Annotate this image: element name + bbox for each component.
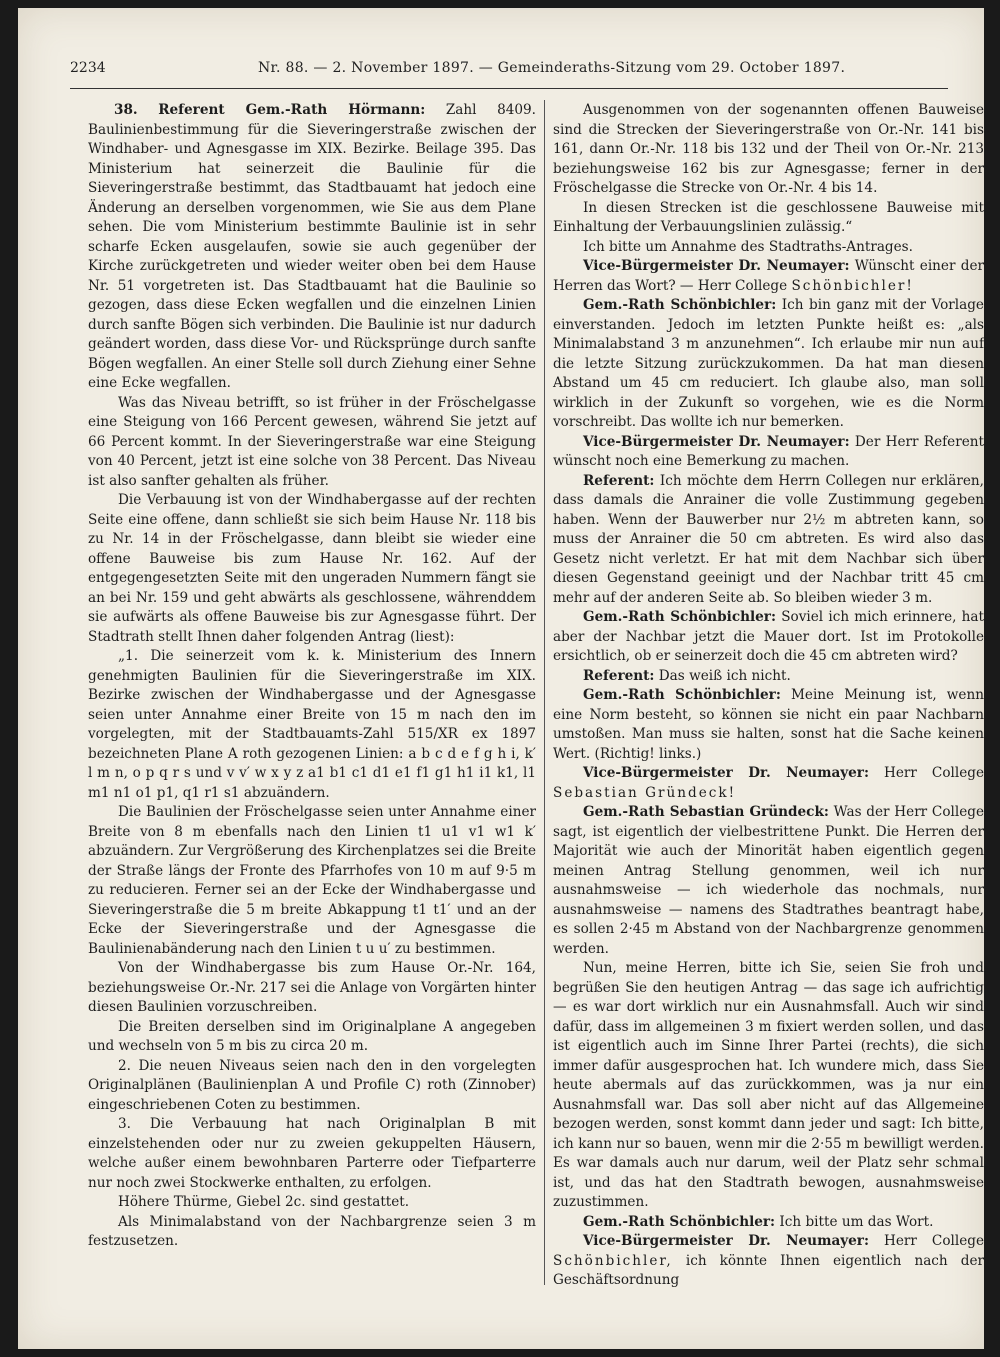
agenda-item-38 (88, 101, 536, 394)
paragraph: Höhere Thürme, Giebel 2c. sind gestattet. (118, 1194, 410, 1210)
paragraph: Die Verbauung ist von der Windhabergasse auf der rechten Seite eine offene, dann schließt sie sich beim Hause Nr. 118 bis zu Nr. 14 in der Fröschelgasse, dann bleibt sie wieder eine offene Bauweise bis zum Hause Nr. 162. Auf der entgegengesetzten Seite mit den ungeraden Nummern fängt sie an bei Nr. 159 und geht abwärts als geschlossene, währenddem sie aufwärts als offene Bauweise bis zur Agnesgasse führt. Der Stadtrath stellt Ihnen daher folgenden Antrag (liest): (88, 492, 536, 645)
speech-text: Herr College (884, 1233, 984, 1249)
speech-text: Zahl 8409. Baulinienbestimmung für die Sieveringerstraße zwischen der Windhaber- und Agnesgasse im XIX. Bezirke. Beilage 395. Das Ministerium hat seinerzeit die Baulinie für die Sieveringerstraße bestimmt, das Stadtbauamt hat jedoch eine Änderung an derselben vorgenommen, wie Sie aus dem Plane sehen. Die vom Ministerium bestimmte Baulinie ist in sehr scharfe Ecken ausgelaufen, sowie sie auch gegenüber der Kirche zurückgetreten und wieder weiter oben bei dem Hause Nr. 51 vorgetreten ist. Das Stadtbauamt hat die Baulinie so gezogen, dass diese Ecken wegfallen und die einzelnen Linien durch sanfte Bögen sich verbinden. Die Baulinie ist nur dadurch geändert worden, dass diese Vor- und Rücksprünge durch sanfte Bögen wegfallen. An einer Stelle soll durch Ziehung einer Sehne eine Ecke wegfallen. (88, 102, 537, 391)
speaker-label: Referent Gem.-Rath Hörmann: (158, 102, 426, 118)
speaker-label: Referent: (583, 667, 655, 684)
person-name: Schönbichler! (791, 277, 914, 294)
speaker-label: Gem.-Rath Schönbichler: (583, 297, 777, 313)
person-name: Sebastian Gründeck! (553, 784, 737, 801)
speech-text: Der Herr Referent wünscht noch eine Bemerkung zu machen. (553, 433, 984, 469)
paragraph: Die Breiten derselben sind im Originalplane A angegeben und wechseln von 5 m bis zu circa 20 m. (88, 1018, 536, 1054)
speaker-label: Vice-Bürgermeister Dr. Neumayer: (583, 1233, 869, 1249)
paragraph: Als Minimalabstand von der Nachbargrenze seien 3 m festzusetzen. (88, 1213, 536, 1249)
speech-text: Meine Meinung ist, wenn eine Norm besteht, so können sie nicht ein paar Nachbarn umstoßen. Man muss sie halten, sonst hat die Sache keinen Wert. (Richtig! links.) (553, 687, 984, 762)
speech-text: Ich möchte dem Herrn Collegen nur erklären, dass damals die Anrainer die volle Zustimmung gegeben haben. Wenn der Bauwerber nur 2½ m abtreten kann, so muss der Anrainer die 50 cm abtreten. Es wird also das Gesetz nicht verletzt. Er hat mit dem Nachbar sich über diesen Gegenstand geeinigt und der Nachbar tritt 45 cm mehr auf der anderen Seite ab. So bleiben wieder 3 m. (553, 472, 984, 606)
item-number: 38. (114, 102, 138, 118)
speech (553, 686, 984, 764)
speaker-label: Gem.-Rath Sebastian Gründeck: (583, 804, 829, 820)
speech-text: Ich bitte um das Wort. (779, 1213, 934, 1230)
page-number: 2234 (70, 60, 106, 76)
paragraph: Die Baulinien der Fröschelgasse seien unter Annahme einer Breite von 8 m ebenfalls nach den Linien t1 u1 v1 w1 k′ abzuändern. Zur Vergrößerung des Kirchenplatzes sei die Breite der Straße längs der Fronte des Pfarrhofes von 10 m auf 9·5 m zu reducieren. Ferner sei an der Ecke der Windhabergasse und Sieveringerstraße die 5 m breite Abkappung t1 t1′ und an der Ecke der Sieveringerstraße und der Agnesgasse die Baulinienabänderung nach den Linien t u u′ zu bestimmen. (88, 804, 536, 957)
person-name: Schönbichler, (553, 1252, 673, 1269)
speech-text: Herr College (884, 765, 984, 781)
speaker-label: Gem.-Rath Schönbichler: (583, 609, 776, 625)
paragraph: Ausgenommen von der sogenannten offenen Bauweise sind die Strecken der Sieveringerstraße von Or.-Nr. 141 bis 161, dann Or.-Nr. 118 bis 132 und der Theil von Or.-Nr. 213 beziehungsweise 162 bis zur Agnesgasse; ferner in der Fröschelgasse die Strecke von Or.-Nr. 4 bis 14. (553, 102, 984, 196)
newspaper-page (18, 8, 984, 1349)
speaker-label: Referent: (583, 472, 655, 489)
speech-text: Wünscht einer der Herren das Wort? — Herr College (553, 258, 984, 294)
speaker-label: Vice-Bürgermeister Dr. Neumayer: (583, 433, 850, 450)
paragraph: 2. Die neuen Niveaus seien nach den in den vorgelegten Originalplänen (Baulinienplan A und Profile C) roth (Zinnober) eingeschriebenen Coten zu bestimmen. (88, 1057, 536, 1113)
header-rule (70, 88, 948, 89)
speaker-label: Vice-Bürgermeister Dr. Neumayer: (583, 258, 850, 274)
speaker-label: Gem.-Rath Schönbichler: (583, 687, 781, 703)
page-header (70, 58, 948, 82)
speech (553, 433, 984, 472)
paragraph: Was das Niveau betrifft, so ist früher in der Fröschelgasse eine Steigung von 166 Percent gewesen, während Sie jetzt auf 66 Percent kommt. In der Sieveringerstraße war eine Steigung von 40 Percent, jetzt ist eine solche von 38 Percent. Das Niveau ist also sanfter gehalten als früher. (88, 394, 536, 489)
speech-text: Was der Herr College sagt, ist eigentlich der vielbestrittene Punkt. Die Herren der Majorität wie auch der Minorität haben eigentlich gegen meinen Antrag Stellung genommen, weil ich nur ausnahmsweise — ich wiederhole das nochmals, nur ausnahmsweise — namens des Stadtrathes beantragt habe, es sollen 2·45 m Abstand von der Nachbargrenze genommen werden. (553, 804, 985, 957)
paragraph: Nun, meine Herren, bitte ich Sie, seien Sie froh und begrüßen Sie den heutigen Antrag — das sage ich aufrichtig — es war dort wirklich nur ein Ausnahmsfall. Auch wir sind dafür, dass im allgemeinen 3 m fixiert werden sollen, und das ist eigentlich auch im Sinne Ihrer Partei (rechts), die sich immer dafür ausgesprochen hat. Ich wundere mich, dass Sie heute abermals auf das zurückkommen, was ja nur ein Ausnahmsfall war. Das soll aber nicht auf das Allgemeine bezogen werden, sonst kommt dann jeder und sagt: Ich bitte, ich kann nur so bauen, wenn mir die 2·55 m bewilligt werden. Es war damals auch nur darum, weil der Platz sehr schmal ist, und das hat den Stadtrath bewogen, ausnahmsweise zuzustimmen. (553, 960, 984, 1210)
speech (553, 257, 984, 296)
column-divider (544, 100, 545, 1285)
motion-paragraph: „1. Die seinerzeit vom k. k. Ministerium des Innern genehmigten Baulinien für die Sieveringerstraße im XIX. Bezirke zwischen der Windhabergasse und der Agnesgasse seien unter Annahme einer Breite von 15 m nach den im vorgelegten, mit der Stadtbauamts-Zahl 515/XR ex 1897 bezeichneten Plane A roth gezogenen Linien: a b c d e f g h i, k′ l m n, o p q r s und v v′ w x y z a1 b1 c1 d1 e1 f1 g1 h1 i1 k1, l1 m1 n1 o1 p1, q1 r1 s1 abzuändern. (88, 648, 536, 801)
speech (553, 608, 984, 667)
paragraph: Ich bitte um Annahme des Stadtraths-Antrages. (583, 238, 913, 255)
speech (553, 472, 984, 609)
issue-line: Nr. 88. — 2. November 1897. — Gemeinderaths-Sitzung vom 29. October 1897. (258, 60, 846, 76)
left-column (88, 101, 536, 1252)
speech (553, 764, 984, 803)
speech (553, 1213, 984, 1233)
speech-text: ich könnte Ihnen eigentlich nach der Geschäftsordnung (553, 1252, 984, 1288)
speech-text: Soviel ich mich erinnere, hat aber der Nachbar jetzt die Mauer dort. Ist im Protokolle ersichtlich, ob er seinerzeit doch die 45 cm abtreten wird? (553, 609, 984, 664)
speaker-label: Gem.-Rath Schönbichler: (583, 1213, 776, 1230)
speech (553, 803, 984, 959)
speaker-label: Vice-Bürgermeister Dr. Neumayer: (583, 765, 869, 781)
paragraph: Von der Windhabergasse bis zum Hause Or.-Nr. 164, beziehungsweise Or.-Nr. 217 sei die Anlage von Vorgärten hinter diesen Baulinien vorzuschreiben. (88, 960, 536, 1015)
speech (553, 296, 984, 433)
speech-text: Ich bin ganz mit der Vorlage einverstanden. Jedoch im letzten Punkte heißt es: „als Minimalabstand 3 m anzunehmen“. Ich erlaube mir nun auf die letzte Sitzung zurückzukommen. Da hat man diesen Abstand um 45 cm reduciert. Ich glaube also, man soll wirklich in der Zukunft so vorgehen, wie es die Norm vorschreibt. Das wollte ich nur bemerken. (553, 297, 984, 430)
paragraph: In diesen Strecken ist die geschlossene Bauweise mit Einhaltung der Verbauungslinien zulässig.“ (553, 199, 984, 235)
right-column (553, 101, 984, 1291)
speech (553, 667, 984, 687)
speech-text: Das weiß ich nicht. (658, 667, 791, 684)
paragraph: 3. Die Verbauung hat nach Originalplan B mit einzelstehenden oder nur zu zweien gekuppelten Häusern, welche außer einem bewohnbaren Parterre oder Tiefparterre nur noch zwei Stockwerke enthalten, zu erfolgen. (88, 1116, 536, 1191)
speech (553, 1232, 984, 1291)
